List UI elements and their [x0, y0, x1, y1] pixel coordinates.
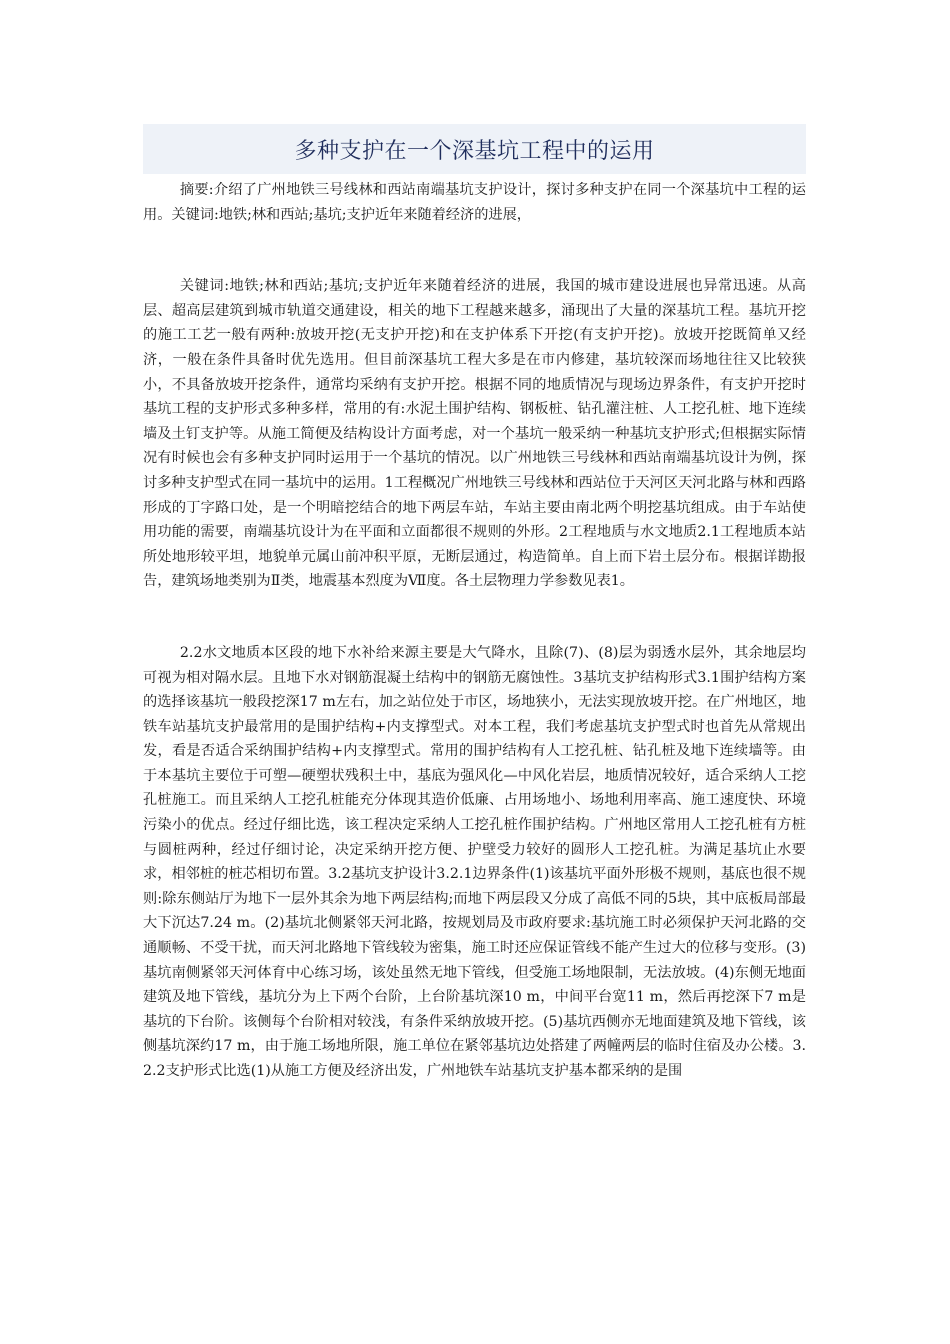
document-page [143, 124, 806, 1084]
body-paragraph: 关键词:地铁;林和西站;基坑;支护近年来随着经济的进展，我国的城市建设进展也异常迅速。从高层、超高层建筑到城市轨道交通建设，相关的地下工程越来越多，涌现出了大量的深基坑工程。基坑开挖的施工工艺一般有两种:放坡开挖(无支护开挖)和在支护体系下开挖(有支护开挖)。放坡开挖既简单又经济，一般在条件具备时优先选用。但目前深基坑工程大多是在市内修建，基坑较深而场地往往又比较狭小，不具备放坡开挖条件，通常均采纳有支护开挖。根据不同的地质情况与现场边界条件，有支护开挖时基坑工程的支护形式多种多样，常用的有:水泥土围护结构、钢板桩、钻孔灌注桩、人工挖孔桩、地下连续墙及土钉支护等。从施工简便及结构设计方面考虑，对一个基坑一般采纳一种基坑支护形式;但根据实际情况有时候也会有多种支护同时运用于一个基坑的情况。以广州地铁三号线林和西站南端基坑设计为例，探讨多种支护型式在同一基坑中的运用。1工程概况广州地铁三号线林和西站位于天河区天河北路与林和西路形成的丁字路口处，是一个明暗挖结合的地下两层车站，车站主要由南北两个明挖基坑组成。由于车站使用功能的需要，南端基坑设计为在平面和立面都很不规则的外形。2工程地质与水文地质2.1工程地质本站所处地形较平坦，地貌单元属山前冲积平原，无断层通过，构造简单。自上而下岩土层分布。根据详勘报告，建筑场地类别为Ⅱ类，地震基本烈度为Ⅶ度。各土层物理力学参数见表1。 [143, 278, 806, 590]
abstract-paragraph: 摘要:介绍了广州地铁三号线林和西站南端基坑支护设计，探讨多种支护在同一个深基坑中工程的运用。关键词:地铁;林和西站;基坑;支护近年来随着经济的进展， [143, 182, 806, 223]
document-title: 多种支护在一个深基坑工程中的运用 [294, 138, 655, 164]
body-paragraph: 2.2水文地质本区段的地下水补给来源主要是大气降水，且除(7)、(8)层为弱透水层外，其余地层均可视为相对隔水层。且地下水对钢筋混凝土结构中的钢筋无腐蚀性。3基坑支护结构形式3.1围护结构方案的选择该基坑一般段挖深17 m左右，加之站位处于市区，场地狭小，无法实现放坡开挖。在广州地区，地铁车站基坑支护最常用的是围护结构+内支撑型式。对本工程，我们考虑基坑支护型式时也首先从常规出发，看是否适合采纳围护结构+内支撑型式。常用的围护结构有人工挖孔桩、钻孔桩及地下连续墙等。由于本基坑主要位于可塑—硬塑状残积土中，基底为强风化—中风化岩层，地质情况较好，适合采纳人工挖孔桩施工。而且采纳人工挖孔桩能充分体现其造价低廉、占用场地小、场地利用率高、施工速度快、环境污染小的优点。经过仔细比选，该工程决定采纳人工挖孔桩作围护结构。广州地区常用人工挖孔桩有方桩与圆桩两种，经过仔细讨论，决定采纳开挖方便、护壁受力较好的圆形人工挖孔桩。为满足基坑止水要求，相邻桩的桩芯相切布置。3.2基坑支护设计3.2.1边界条件(1)该基坑平面外形极不规则，基底也很不规则:除东侧站厅为地下一层外其余为地下两层结构;而地下两层段又分成了高低不同的5块，其中底板局部最大下沉达7.24 m。(2)基坑北侧紧邻天河北路，按规划局及市政府要求:基坑施工时必须保护天河北路的交通顺畅、不受干扰，而天河北路地下管线较为密集，施工时还应保证管线不能产生过大的位移与变形。(3)基坑南侧紧邻天河体育中心练习场，该处虽然无地下管线，但受施工场地限制，无法放坡。(4)东侧无地面建筑及地下管线，基坑分为上下两个台阶，上台阶基坑深10 m，中间平台宽11 m，然后再挖深下7 m是基坑的下台阶。该侧每个台阶相对较浅，有条件采纳放坡开挖。(5)基坑西侧亦无地面建筑及地下管线，该侧基坑深约17 m，由于施工场地所限，施工单位在紧邻基坑边处搭建了两幢两层的临时住宿及办公楼。3.2.2支护形式比选(1)从施工方便及经济出发，广州地铁车站基坑支护基本都采纳的是围 [143, 644, 806, 1079]
title-bar [143, 124, 806, 174]
